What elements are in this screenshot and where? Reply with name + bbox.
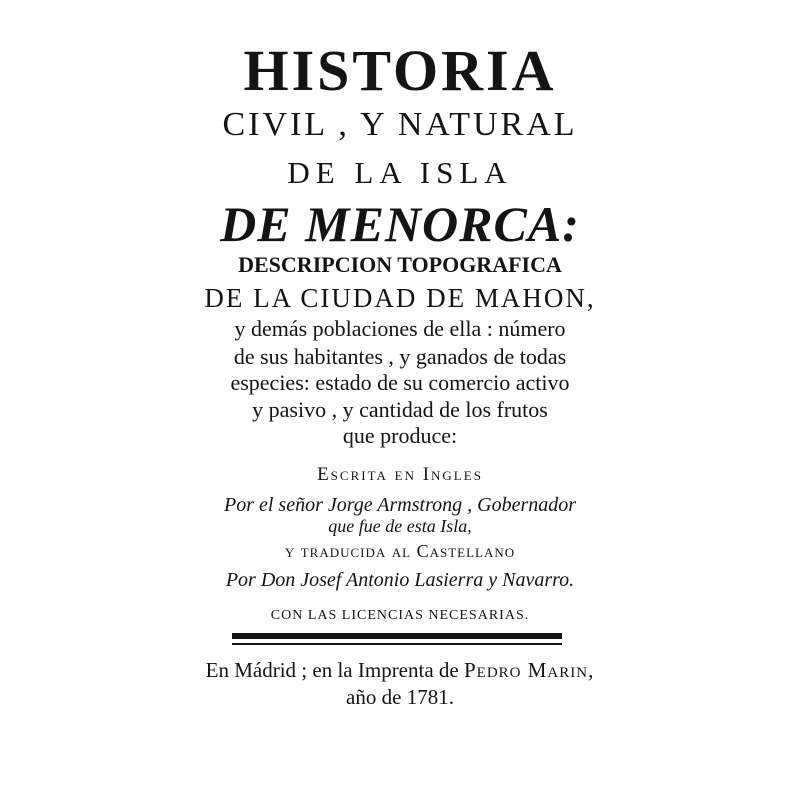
written-in-english: Escrita en Ingles	[317, 464, 483, 485]
thick-rule	[232, 633, 562, 639]
body-line: y demás poblaciones de ella : número	[234, 316, 566, 341]
subtitle-descripcion: DESCRIPCION TOPOGRAFICA	[238, 252, 562, 277]
imprint-year: año de 1781.	[346, 685, 454, 709]
author-line: Por el señor Jorge Armstrong , Gobernador	[223, 494, 577, 516]
body-line: que produce:	[342, 423, 458, 448]
author-line-2: que fue de esta Isla,	[328, 516, 472, 536]
body-line: y pasivo , y cantidad de los frutos	[252, 397, 548, 422]
title-historia: HISTORIA	[243, 38, 557, 103]
title-civil-natural: CIVIL , Y NATURAL	[222, 106, 578, 143]
body-line: de sus habitantes , y ganados de todas	[233, 344, 567, 369]
subtitle-ciudad-mahon: DE LA CIUDAD DE MAHON,	[204, 283, 596, 313]
title-de-la-isla: DE LA ISLA	[287, 155, 513, 190]
title-de-menorca: DE MENORCA:	[220, 196, 580, 252]
translated-line: y traducida al Castellano	[284, 541, 516, 561]
imprint-line	[0, 660, 800, 681]
imprint-place: En Mádrid ; en la Imprenta de	[205, 658, 459, 682]
translator-line: Por Don Josef Antonio Lasierra y Navarro.	[225, 569, 575, 591]
licenses-line: CON LAS LICENCIAS NECESARIAS.	[270, 608, 530, 623]
thin-rule	[232, 643, 562, 645]
imprint-printer: Pedro Marin,	[463, 658, 595, 682]
body-line: especies: estado de su comercio activo	[230, 370, 570, 395]
